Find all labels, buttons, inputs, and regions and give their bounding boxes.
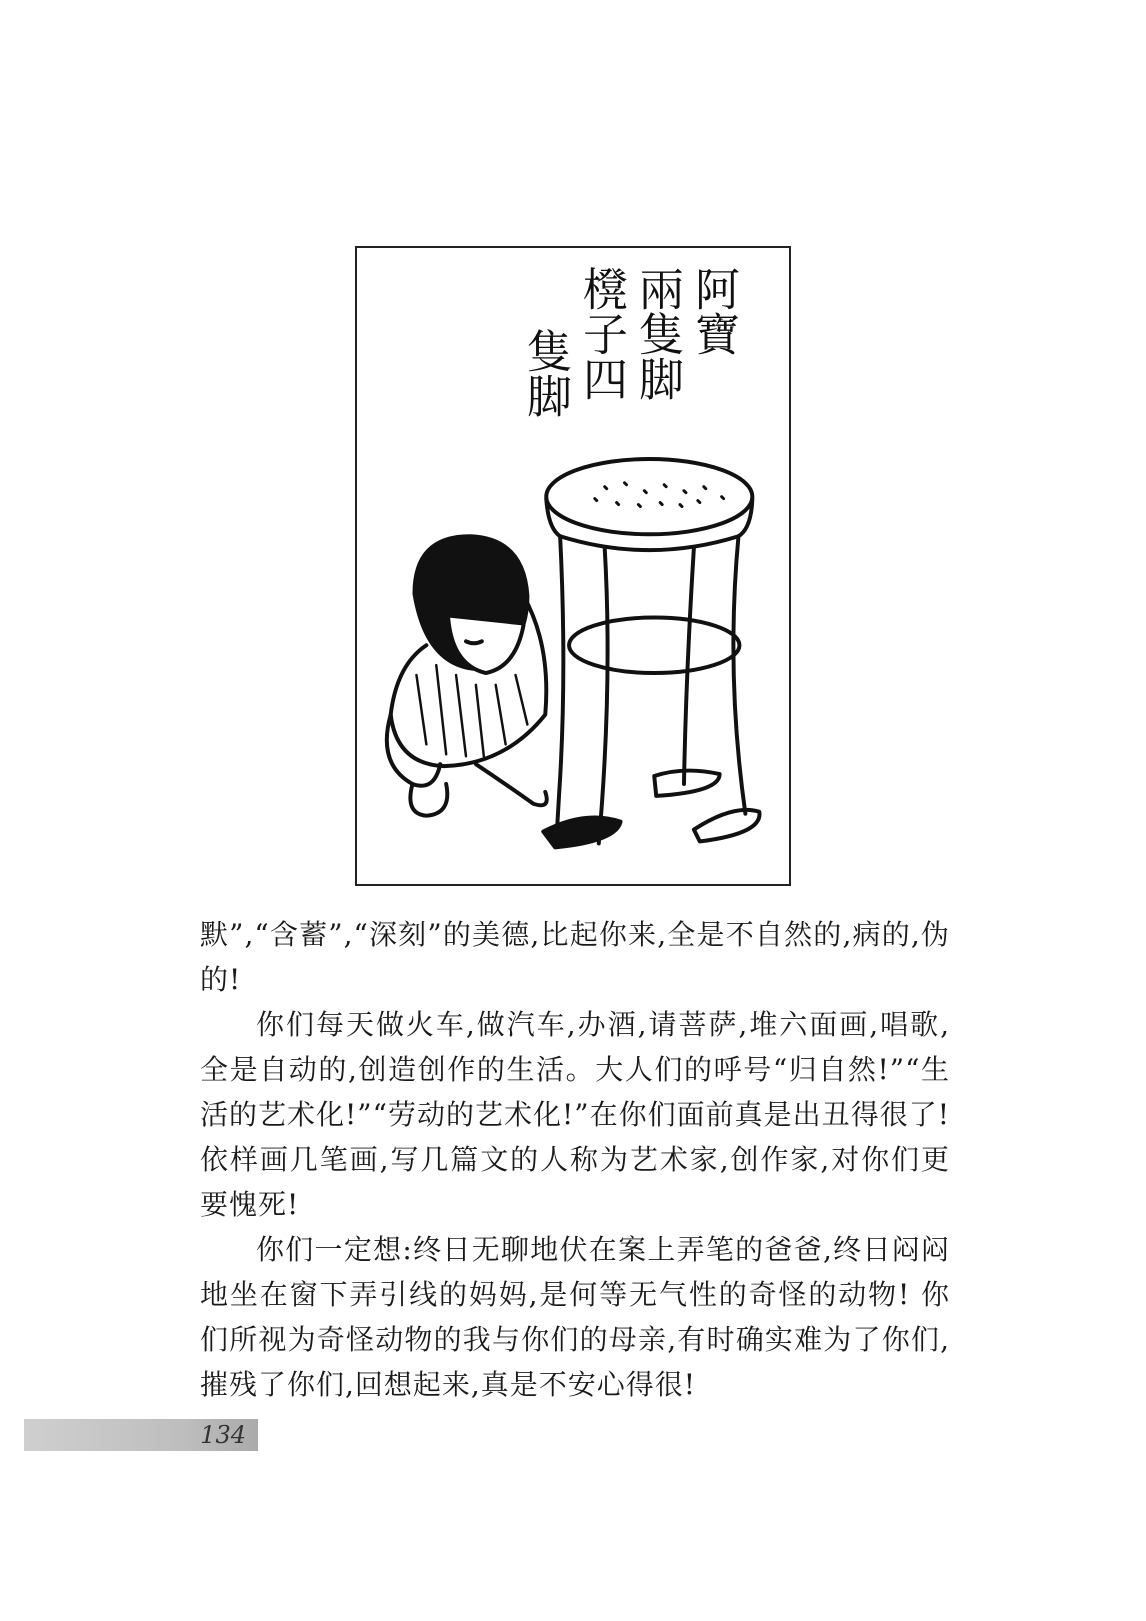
illustration-caption <box>519 266 740 456</box>
illustration-frame <box>355 246 791 886</box>
stool-leg-right <box>733 536 745 813</box>
shoe-1 <box>543 817 620 847</box>
child-leg <box>387 715 440 786</box>
body-text <box>200 912 950 1407</box>
child-arm <box>476 764 547 805</box>
child-shirt-stripes <box>416 665 527 756</box>
caption-column-2: 兩隻脚 <box>631 266 684 401</box>
stool-leg-front-left <box>557 536 563 827</box>
page-number: 134 <box>200 1421 246 1449</box>
shoe-3 <box>694 810 760 842</box>
stool-leg-back <box>684 548 694 784</box>
caption-column-3: 櫈子四 <box>575 266 628 401</box>
child-foot <box>410 784 447 816</box>
caption-column-4: 隻脚 <box>519 328 572 418</box>
child-eye <box>466 641 482 643</box>
caption-column-1: 阿寶 <box>687 266 740 356</box>
stool-seat-dots <box>595 483 724 507</box>
shoe-2 <box>654 771 719 796</box>
stool-ring <box>569 618 739 673</box>
footer-page-bar <box>24 1419 258 1451</box>
paragraph-2: 你们每天做火车,做汽车,办酒,请菩萨,堆六面画,唱歌,全是自动的,创造创作的生活。大人们的呼号“归自然!”“生活的艺术化!”“劳动的艺术化!”在你们面前真是出丑得很了! 依样画几笔画,写几篇文的人称为艺术家,创作家,对你们更要愧死! <box>200 1008 950 1221</box>
stool-leg-front-mid <box>599 548 608 843</box>
paragraph-3: 你们一定想:终日无聊地伏在案上弄笔的爸爸,终日闷闷地坐在窗下弄引线的妈妈,是何等无气性的奇怪的动物! 你们所视为奇怪动物的我与你们的母亲,有时确实难为了你们,摧残了你们,回想起来,真是不安心得很! <box>200 1233 950 1401</box>
paragraph-1: 默”,“含蓄”,“深刻”的美德,比起你来,全是不自然的,病的,伪的! <box>200 918 950 996</box>
